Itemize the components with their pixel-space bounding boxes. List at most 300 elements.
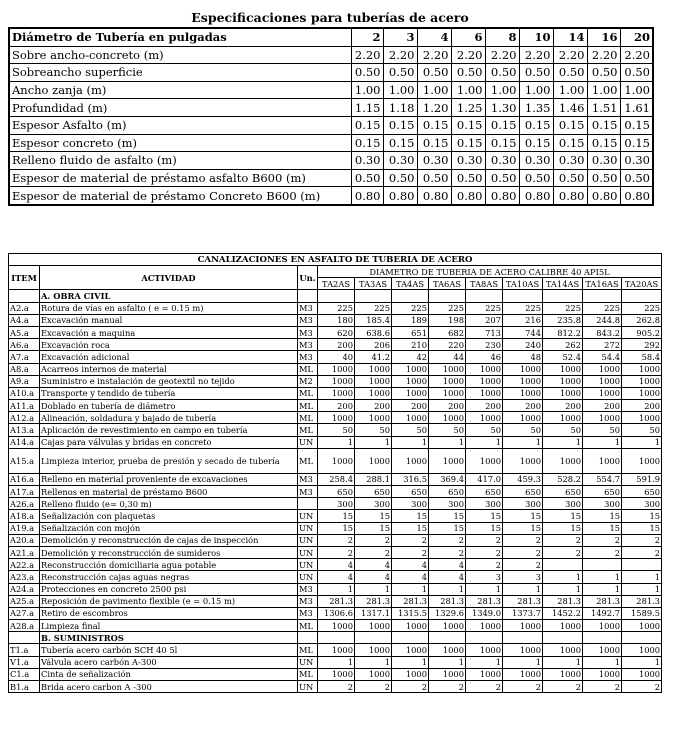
- item-code: A25.a: [9, 595, 40, 607]
- unit-cell: ML: [298, 400, 318, 412]
- spec-row-label: Espesor de material de préstamo asfalto B600 (m): [9, 169, 351, 187]
- section-value-cell: [622, 290, 662, 302]
- value-cell: 2: [429, 546, 466, 558]
- spec-value-cell: 0.15: [620, 134, 653, 152]
- value-cell: 2: [583, 534, 622, 546]
- spec-value-cell: 0.50: [620, 169, 653, 187]
- value-cell: 1000: [466, 644, 503, 656]
- spec-value-cell: 0.15: [485, 116, 519, 134]
- value-cell: 1000: [392, 375, 429, 387]
- value-cell: 4: [318, 559, 355, 571]
- item-code: A11.a: [9, 400, 40, 412]
- value-cell: 650: [466, 486, 503, 498]
- table-row: [9, 595, 662, 607]
- value-cell: 4: [355, 559, 392, 571]
- spec-value-cell: 0.50: [485, 169, 519, 187]
- value-cell: 15: [466, 522, 503, 534]
- spec-value-cell: 0.15: [451, 134, 485, 152]
- value-cell: 235.8: [543, 314, 583, 326]
- item-code: A17.a: [9, 486, 40, 498]
- value-cell: 1: [318, 436, 355, 448]
- unit-cell: M2: [298, 375, 318, 387]
- spec-value-cell: 0.30: [519, 152, 553, 170]
- unit-cell: UN: [298, 436, 318, 448]
- value-cell: 1: [622, 656, 662, 668]
- value-cell: 1000: [622, 644, 662, 656]
- spec-value-cell: 0.50: [417, 64, 451, 82]
- item-code: A12.a: [9, 412, 40, 424]
- value-cell: 2: [622, 681, 662, 693]
- value-cell: 185.4: [355, 314, 392, 326]
- value-cell: 15: [543, 510, 583, 522]
- value-cell: 1000: [543, 448, 583, 473]
- spec-value-cell: 0.30: [485, 152, 519, 170]
- section-value-cell: [355, 290, 392, 302]
- value-cell: 15: [355, 522, 392, 534]
- spec-value-cell: 0.30: [351, 152, 383, 170]
- item-code: A4.a: [9, 314, 40, 326]
- value-cell: 262: [543, 339, 583, 351]
- diameter-header: 3: [383, 28, 417, 46]
- value-cell: 2: [392, 546, 429, 558]
- value-cell: 2: [429, 681, 466, 693]
- value-cell: 1373.7: [503, 607, 543, 619]
- value-cell: 620: [318, 326, 355, 338]
- value-cell: 200: [466, 400, 503, 412]
- value-cell: 1000: [503, 387, 543, 399]
- spec-value-cell: 2.20: [485, 46, 519, 64]
- spec-value-cell: 0.15: [451, 116, 485, 134]
- spec-value-cell: 1.46: [553, 99, 587, 117]
- activity-cell: Limpieza final: [40, 620, 298, 632]
- diameter-code-header: TA14AS: [543, 278, 583, 290]
- spec-value-cell: 0.50: [383, 169, 417, 187]
- value-cell: 2: [503, 559, 543, 571]
- value-cell: 2: [503, 534, 543, 546]
- unit-cell: M3: [298, 583, 318, 595]
- diameter-code-header: TA2AS: [318, 278, 355, 290]
- value-cell: 54.4: [583, 351, 622, 363]
- value-cell: 1: [583, 571, 622, 583]
- value-cell: 1000: [543, 387, 583, 399]
- activity-cell: Reconstrucción cajas aguas negras: [40, 571, 298, 583]
- value-cell: 650: [355, 486, 392, 498]
- spec-value-cell: 0.80: [383, 187, 417, 205]
- value-cell: 281.3: [392, 595, 429, 607]
- table-row: [9, 546, 662, 558]
- value-cell: 180: [318, 314, 355, 326]
- value-cell: 1000: [355, 668, 392, 680]
- value-cell: 300: [466, 498, 503, 510]
- value-cell: 4: [429, 571, 466, 583]
- value-cell: 1000: [318, 448, 355, 473]
- unit-cell: M3: [298, 595, 318, 607]
- spec-value-cell: 0.30: [587, 152, 620, 170]
- value-cell: 200: [355, 400, 392, 412]
- value-cell: 15: [622, 522, 662, 534]
- activity-cell: Relleno fluido (e= 0,30 m): [40, 498, 298, 510]
- table-row: [9, 510, 662, 522]
- table-row: [9, 486, 662, 498]
- section-value-cell: [429, 632, 466, 644]
- value-cell: 3: [466, 571, 503, 583]
- value-cell: 258.4: [318, 473, 355, 485]
- spec-value-cell: 0.50: [553, 169, 587, 187]
- value-cell: 220: [429, 339, 466, 351]
- value-cell: 50: [503, 424, 543, 436]
- value-cell: 1000: [429, 620, 466, 632]
- section-value-cell: [503, 632, 543, 644]
- value-cell: 200: [318, 400, 355, 412]
- value-cell: 651: [392, 326, 429, 338]
- value-cell: 225: [583, 302, 622, 314]
- activity-cell: Relleno en material proveniente de excavaciones: [40, 473, 298, 485]
- diameter-header: 6: [451, 28, 485, 46]
- value-cell: 1000: [622, 620, 662, 632]
- activity-cell: Retiro de escombros: [40, 607, 298, 619]
- value-cell: 2: [583, 681, 622, 693]
- activity-cell: Aplicación de revestimiento en campo en tubería: [40, 424, 298, 436]
- spec-value-cell: 0.30: [417, 152, 451, 170]
- value-cell: 1: [543, 583, 583, 595]
- canal-title-row: [9, 254, 662, 266]
- value-cell: 1452.2: [543, 607, 583, 619]
- spec-value-cell: 0.15: [519, 116, 553, 134]
- value-cell: 1: [355, 583, 392, 595]
- spec-value-cell: 0.30: [620, 152, 653, 170]
- value-cell: 1: [466, 583, 503, 595]
- value-cell: 1306.6: [318, 607, 355, 619]
- value-cell: 1: [503, 656, 543, 668]
- item-code: A22.a: [9, 559, 40, 571]
- value-cell: 42: [392, 351, 429, 363]
- table-row: [9, 424, 662, 436]
- spec-value-cell: 0.15: [620, 116, 653, 134]
- value-cell: 189: [392, 314, 429, 326]
- value-cell: 200: [392, 400, 429, 412]
- value-cell: 200: [318, 339, 355, 351]
- value-cell: 1: [622, 571, 662, 583]
- spec-value-cell: 1.00: [620, 81, 653, 99]
- value-cell: 15: [466, 510, 503, 522]
- spec-value-cell: 0.80: [587, 187, 620, 205]
- diameter-header: 8: [485, 28, 519, 46]
- value-cell: 281.3: [355, 595, 392, 607]
- value-cell: 1000: [392, 644, 429, 656]
- value-cell: 2: [466, 681, 503, 693]
- value-cell: 1: [392, 656, 429, 668]
- value-cell: 650: [583, 486, 622, 498]
- value-cell: 1000: [466, 387, 503, 399]
- table-row: [9, 326, 662, 338]
- value-cell: 1: [583, 656, 622, 668]
- value-cell: 713: [466, 326, 503, 338]
- value-cell: 262.8: [622, 314, 662, 326]
- unit-cell: [298, 498, 318, 510]
- section-unit-cell: [298, 290, 318, 302]
- diameter-header: 16: [587, 28, 620, 46]
- value-cell: 1000: [583, 668, 622, 680]
- value-cell: 4: [392, 559, 429, 571]
- activity-cell: Excavación a maquina: [40, 326, 298, 338]
- value-cell: 650: [543, 486, 583, 498]
- value-cell: 207: [466, 314, 503, 326]
- value-cell: 225: [318, 302, 355, 314]
- value-cell: 2: [503, 681, 543, 693]
- section-title: A. OBRA CIVIL: [40, 290, 298, 302]
- value-cell: 2: [392, 681, 429, 693]
- value-cell: 459.3: [503, 473, 543, 485]
- value-cell: 1: [503, 583, 543, 595]
- value-cell: 1000: [543, 412, 583, 424]
- spec-value-cell: 1.51: [587, 99, 620, 117]
- value-cell: 1: [543, 436, 583, 448]
- value-cell: 281.3: [429, 595, 466, 607]
- value-cell: 744: [503, 326, 543, 338]
- table-row: [9, 559, 662, 571]
- spec-row: [9, 116, 653, 134]
- value-cell: 1000: [503, 375, 543, 387]
- value-cell: 2: [622, 546, 662, 558]
- value-cell: 1: [318, 583, 355, 595]
- value-cell: 843.2: [583, 326, 622, 338]
- value-cell: 40: [318, 351, 355, 363]
- spec-value-cell: 2.20: [553, 46, 587, 64]
- spec-value-cell: 0.15: [351, 116, 383, 134]
- value-cell: 288.1: [355, 473, 392, 485]
- spec-value-cell: 1.61: [620, 99, 653, 117]
- value-cell: 2: [543, 681, 583, 693]
- spec-value-cell: 2.20: [383, 46, 417, 64]
- spec-value-cell: 0.80: [485, 187, 519, 205]
- item-code: A19.a: [9, 522, 40, 534]
- activity-cell: Tubería acero carbón SCH 40 5l: [40, 644, 298, 656]
- value-cell: 1000: [318, 387, 355, 399]
- value-cell: 15: [543, 522, 583, 534]
- value-cell: 200: [543, 400, 583, 412]
- value-cell: 1000: [466, 363, 503, 375]
- value-cell: 1000: [318, 620, 355, 632]
- value-cell: 15: [583, 510, 622, 522]
- value-cell: 4: [429, 559, 466, 571]
- spec-value-cell: 2.20: [351, 46, 383, 64]
- item-code: A2.a: [9, 302, 40, 314]
- unit-cell: ML: [298, 448, 318, 473]
- table-row: [9, 375, 662, 387]
- value-cell: 210: [392, 339, 429, 351]
- diameter-header: 14: [553, 28, 587, 46]
- value-cell: 225: [392, 302, 429, 314]
- spec-value-cell: 1.00: [553, 81, 587, 99]
- spec-value-cell: 0.15: [485, 134, 519, 152]
- value-cell: 1589.5: [622, 607, 662, 619]
- value-cell: 41.2: [355, 351, 392, 363]
- unit-cell: M3: [298, 302, 318, 314]
- spec-value-cell: 0.80: [620, 187, 653, 205]
- value-cell: 1000: [355, 448, 392, 473]
- section-value-cell: [392, 290, 429, 302]
- item-code: A27.a: [9, 607, 40, 619]
- table-row: [9, 522, 662, 534]
- spec-value-cell: 0.50: [485, 64, 519, 82]
- value-cell: 15: [429, 510, 466, 522]
- value-cell: 300: [583, 498, 622, 510]
- unit-cell: M3: [298, 473, 318, 485]
- spec-header-label: Diámetro de Tubería en pulgadas: [9, 28, 351, 46]
- value-cell: 2: [466, 546, 503, 558]
- value-cell: 281.3: [503, 595, 543, 607]
- value-cell: 638.6: [355, 326, 392, 338]
- diameter-group-header: DIAMETRO DE TUBERIA DE ACERO CALIBRE 40 API5L: [318, 266, 662, 278]
- spec-value-cell: 1.35: [519, 99, 553, 117]
- item-code: A18.a: [9, 510, 40, 522]
- spec-row: [9, 64, 653, 82]
- section-value-cell: [429, 290, 466, 302]
- spec-value-cell: 0.50: [519, 169, 553, 187]
- value-cell: 1000: [466, 375, 503, 387]
- unit-cell: ML: [298, 363, 318, 375]
- unit-cell: UN: [298, 546, 318, 558]
- section-unit-cell: [298, 632, 318, 644]
- table-row: [9, 387, 662, 399]
- canal-header-row-1: [9, 266, 662, 278]
- spec-row: [9, 46, 653, 64]
- value-cell: 1000: [503, 620, 543, 632]
- table-row: [9, 339, 662, 351]
- unit-cell: M3: [298, 486, 318, 498]
- spec-value-cell: 0.80: [351, 187, 383, 205]
- activity-cell: Reconstrucción domiciliaria agua potable: [40, 559, 298, 571]
- unit-cell: UN: [298, 559, 318, 571]
- value-cell: 15: [503, 510, 543, 522]
- spec-value-cell: 0.50: [451, 169, 485, 187]
- value-cell: 1: [392, 583, 429, 595]
- spec-value-cell: 0.30: [553, 152, 587, 170]
- section-row: [9, 290, 662, 302]
- activity-cell: Reposición de pavimento flexible (e = 0.15 m): [40, 595, 298, 607]
- table-row: [9, 571, 662, 583]
- value-cell: 1000: [466, 448, 503, 473]
- spec-value-cell: 0.15: [519, 134, 553, 152]
- spec-value-cell: 1.20: [417, 99, 451, 117]
- activity-cell: Señalización con mojón: [40, 522, 298, 534]
- item-code: A13.a: [9, 424, 40, 436]
- spec-row-label: Espesor Asfalto (m): [9, 116, 351, 134]
- value-cell: 2: [622, 534, 662, 546]
- value-cell: 48: [503, 351, 543, 363]
- value-cell: 300: [392, 498, 429, 510]
- activity-cell: Demolición y reconstrucción de cajas de inspección: [40, 534, 298, 546]
- value-cell: 1: [503, 436, 543, 448]
- diameter-code-header: TA10AS: [503, 278, 543, 290]
- section-value-cell: [583, 632, 622, 644]
- activity-cell: Excavación adicional: [40, 351, 298, 363]
- value-cell: 528.2: [543, 473, 583, 485]
- spec-value-cell: 0.15: [383, 134, 417, 152]
- value-cell: 1: [318, 656, 355, 668]
- value-cell: 2: [355, 534, 392, 546]
- table-row: [9, 302, 662, 314]
- section-value-cell: [318, 290, 355, 302]
- value-cell: 50: [392, 424, 429, 436]
- item-code: C1.a: [9, 668, 40, 680]
- spec-value-cell: 0.15: [351, 134, 383, 152]
- value-cell: 200: [622, 400, 662, 412]
- table-row: [9, 583, 662, 595]
- value-cell: 1000: [622, 387, 662, 399]
- activity-cell: Rotura de vías en asfalto ( e = 0.15 m): [40, 302, 298, 314]
- item-code: A5.a: [9, 326, 40, 338]
- item-code: A10.a: [9, 387, 40, 399]
- activity-cell: Acarreos internos de material: [40, 363, 298, 375]
- spec-value-cell: 2.20: [587, 46, 620, 64]
- value-cell: 244.8: [583, 314, 622, 326]
- activity-cell: Señalización con plaquetas: [40, 510, 298, 522]
- unit-cell: M3: [298, 607, 318, 619]
- section-item-cell: [9, 290, 40, 302]
- value-cell: 812.2: [543, 326, 583, 338]
- value-cell: 1000: [583, 363, 622, 375]
- value-cell: 1000: [392, 363, 429, 375]
- unit-cell: UN: [298, 534, 318, 546]
- item-code: A26.a: [9, 498, 40, 510]
- table-row: [9, 473, 662, 485]
- diameter-code-header: TA3AS: [355, 278, 392, 290]
- value-cell: 50: [583, 424, 622, 436]
- value-cell: 2: [318, 681, 355, 693]
- value-cell: 1000: [392, 448, 429, 473]
- value-cell: 1000: [466, 668, 503, 680]
- value-cell: 4: [355, 571, 392, 583]
- unit-cell: UN: [298, 656, 318, 668]
- unit-cell: M3: [298, 314, 318, 326]
- section-value-cell: [355, 632, 392, 644]
- spec-value-cell: 0.50: [587, 169, 620, 187]
- value-cell: 1000: [318, 644, 355, 656]
- value-cell: 650: [318, 486, 355, 498]
- section-title: B. SUMINISTROS: [40, 632, 298, 644]
- table-row: [9, 656, 662, 668]
- value-cell: 1000: [583, 387, 622, 399]
- value-cell: 1000: [622, 448, 662, 473]
- spec-value-cell: 0.50: [451, 64, 485, 82]
- value-cell: 225: [503, 302, 543, 314]
- value-cell: 2: [543, 534, 583, 546]
- value-cell: 1000: [318, 668, 355, 680]
- value-cell: 300: [622, 498, 662, 510]
- spec-value-cell: 0.30: [451, 152, 485, 170]
- value-cell: 2: [543, 546, 583, 558]
- section-value-cell: [583, 290, 622, 302]
- value-cell: 1000: [622, 375, 662, 387]
- table-row: [9, 351, 662, 363]
- value-cell: 281.3: [318, 595, 355, 607]
- item-code: A15.a: [9, 448, 40, 473]
- spec-row-label: Sobreancho superficie: [9, 64, 351, 82]
- spec-value-cell: 0.50: [620, 64, 653, 82]
- value-cell: 1317.1: [355, 607, 392, 619]
- section-value-cell: [466, 290, 503, 302]
- value-cell: 15: [392, 522, 429, 534]
- value-cell: 2: [429, 534, 466, 546]
- value-cell: 650: [429, 486, 466, 498]
- value-cell: 1000: [355, 375, 392, 387]
- value-cell: 2: [392, 534, 429, 546]
- spec-value-cell: 0.80: [417, 187, 451, 205]
- value-cell: 272: [583, 339, 622, 351]
- value-cell: 300: [503, 498, 543, 510]
- spec-row-label: Ancho zanja (m): [9, 81, 351, 99]
